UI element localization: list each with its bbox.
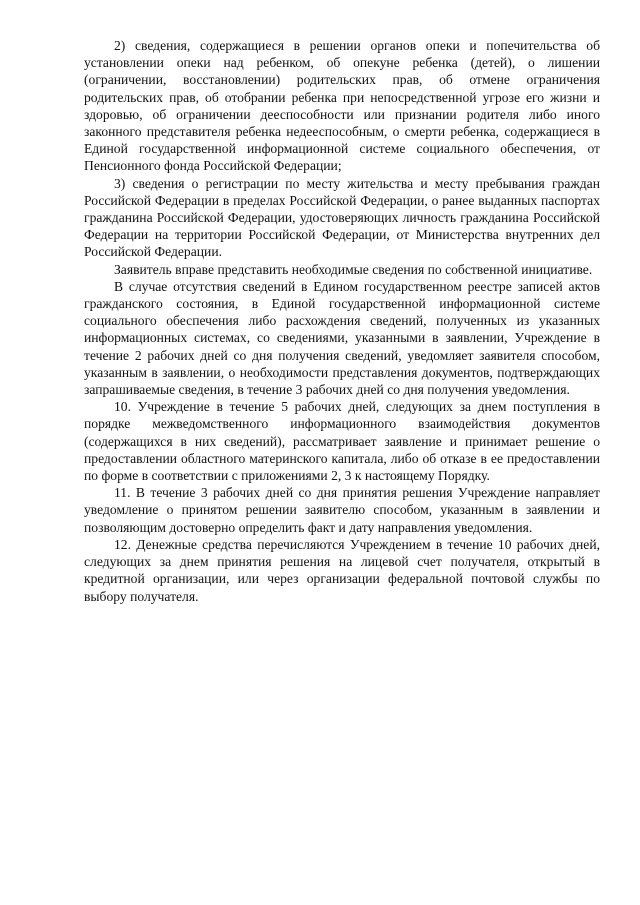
paragraph-missing-records: В случае отсутствия сведений в Едином государственном реестре записей актов гражданского состояния, в Единой государственной информационной системе социального обеспечения либо расхождения сведений, полученных из указанных информационных системах, со сведениями, указанными в заявлении, Учреждение в течение 2 рабочих дней со дня получения сведений, уведомляет заявителя способом, указанным в заявлении, о необходимости представления документов, подтверждающих запрашиваемые сведения, в течение 3 рабочих дней со дня получения уведомления.	[84, 278, 600, 398]
paragraph-item-2: 2) сведения, содержащиеся в решении органов опеки и попечительства об установлении опеки над ребенком, об опекуне ребенка (детей), о лишении (ограничении, восстановлении) родительских прав, об отмене ограничения родительских прав, об отобрании ребенка при непосредственной угрозе его жизни и здоровью, об ограничении дееспособности или признании родителя либо иного законного представителя ребенка недееспособным, о смерти ребенка, содержащиеся в Единой государственной информационной системе социального обеспечения, от Пенсионного фонда Российской Федерации;	[84, 38, 600, 174]
paragraph-own-initiative: Заявитель вправе представить необходимые сведения по собственной инициативе.	[114, 261, 593, 277]
paragraph-clause-12: 12. Денежные средства перечисляются Учреждением в течение 10 рабочих дней, следующих за днем принятия решения на лицевой счет получателя, открытый в кредитной организации, или через организации федеральной почтовой службы по выбору получателя.	[84, 536, 600, 604]
paragraph-clause-11: 11. В течение 3 рабочих дней со дня принятия решения Учреждение направляет уведомление о принятом решении заявителю способом, указанным в заявлении и позволяющим достоверно определить факт и дату направления уведомления.	[84, 485, 600, 535]
paragraph-clause-10: 10. Учреждение в течение 5 рабочих дней, следующих за днем поступления в порядке межведомственного информационного взаимодействия документов (содержащихся в них сведений), рассматривает заявление и принимает решение о предоставлении областного материнского капитала, либо об отказе в ее предоставлении по форме в соответствии с приложениями 2, 3 к настоящему Порядку.	[84, 399, 600, 484]
paragraph-item-3: 3) сведения о регистрации по месту жительства и месту пребывания граждан Российской Федерации в пределах Российской Федерации, о ранее выданных паспортах гражданина Российской Федерации, удостоверяющих личность гражданина Российской Федерации на территории Российской Федерации, от Министерства внутренних дел Российской Федерации.	[84, 175, 600, 260]
document-page	[84, 37, 600, 605]
